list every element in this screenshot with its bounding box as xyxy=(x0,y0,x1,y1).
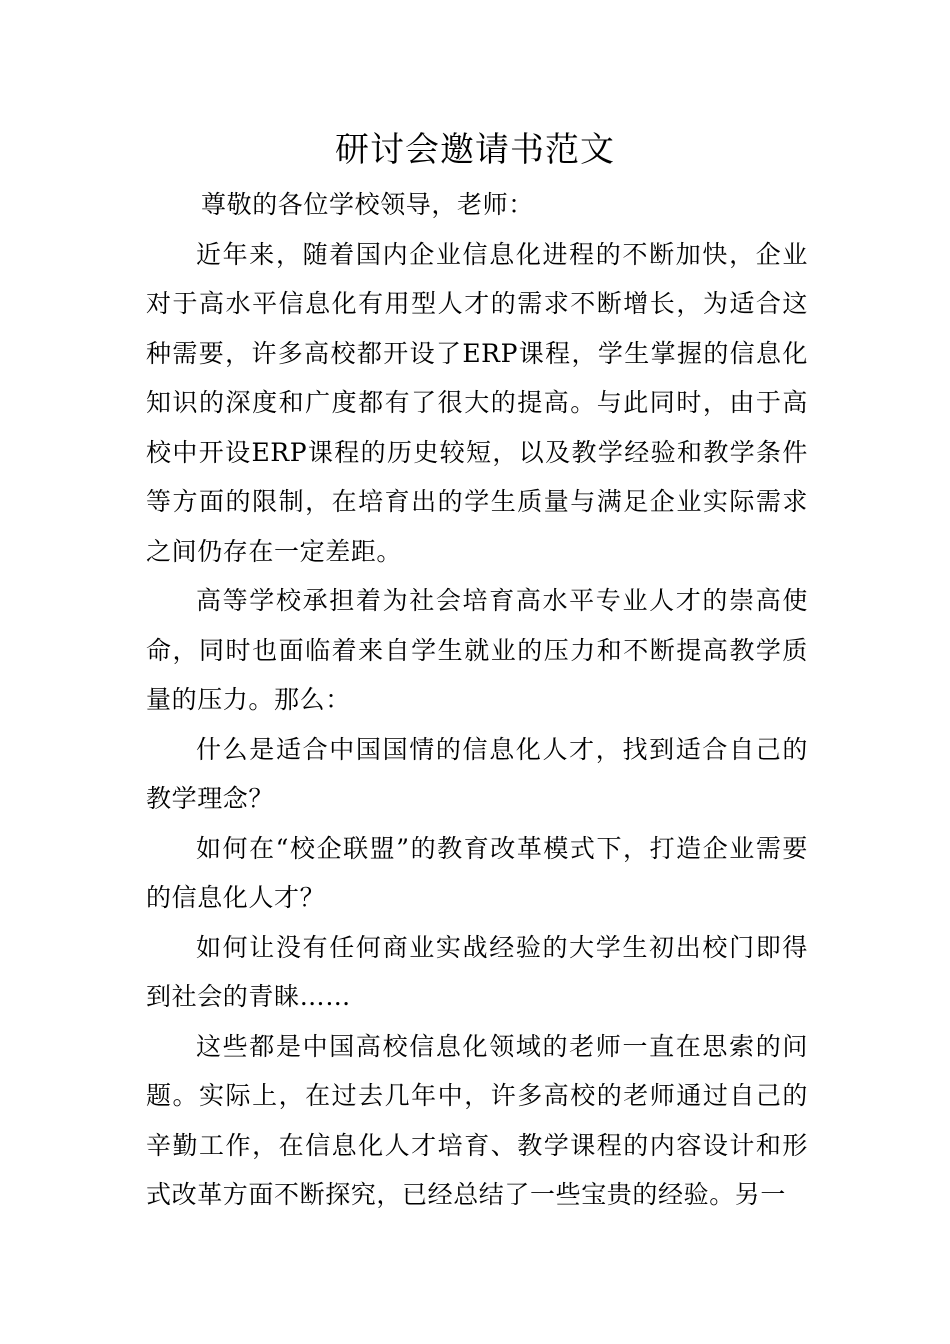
paragraph-5: 如何让没有任何商业实战经验的大学生初出校门即得到社会的青睐…… xyxy=(146,932,808,1011)
paragraph-4: 如何在“校企联盟”的教育改革模式下，打造企业需要的信息化人才？ xyxy=(146,833,808,912)
paragraph-1: 近年来，随着国内企业信息化进程的不断加快，企业对于高水平信息化有用型人才的需求不断增长，为适合这种需要，许多高校都开设了ERP课程，学生掌握的信息化知识的深度和广度都有了很大的提高。与此同时，由于高校中开设ERP课程的历史较短，以及教学经验和教学条件等方面的限制，在培育出的学生质量与满足企业实际需求之间仍存在一定差距。 xyxy=(146,239,808,566)
paragraph-2: 高等学校承担着为社会培育高水平专业人才的崇高使命，同时也面临着来自学生就业的压力和不断提高教学质量的压力。那么： xyxy=(146,586,808,714)
document-title: 研讨会邀请书范文 xyxy=(335,130,615,170)
paragraph-6: 这些都是中国高校信息化领域的老师一直在思索的问题。实际上，在过去几年中，许多高校的老师通过自己的辛勤工作，在信息化人才培育、教学课程的内容设计和形式改革方面不断探究，已经总结了一些宝贵的经验。另一 xyxy=(146,1031,808,1209)
salutation: 尊敬的各位学校领导，老师： xyxy=(201,190,534,219)
paragraph-3: 什么是适合中国国情的信息化人才，找到适合自己的教学理念？ xyxy=(146,734,808,813)
document-body xyxy=(146,180,808,1220)
